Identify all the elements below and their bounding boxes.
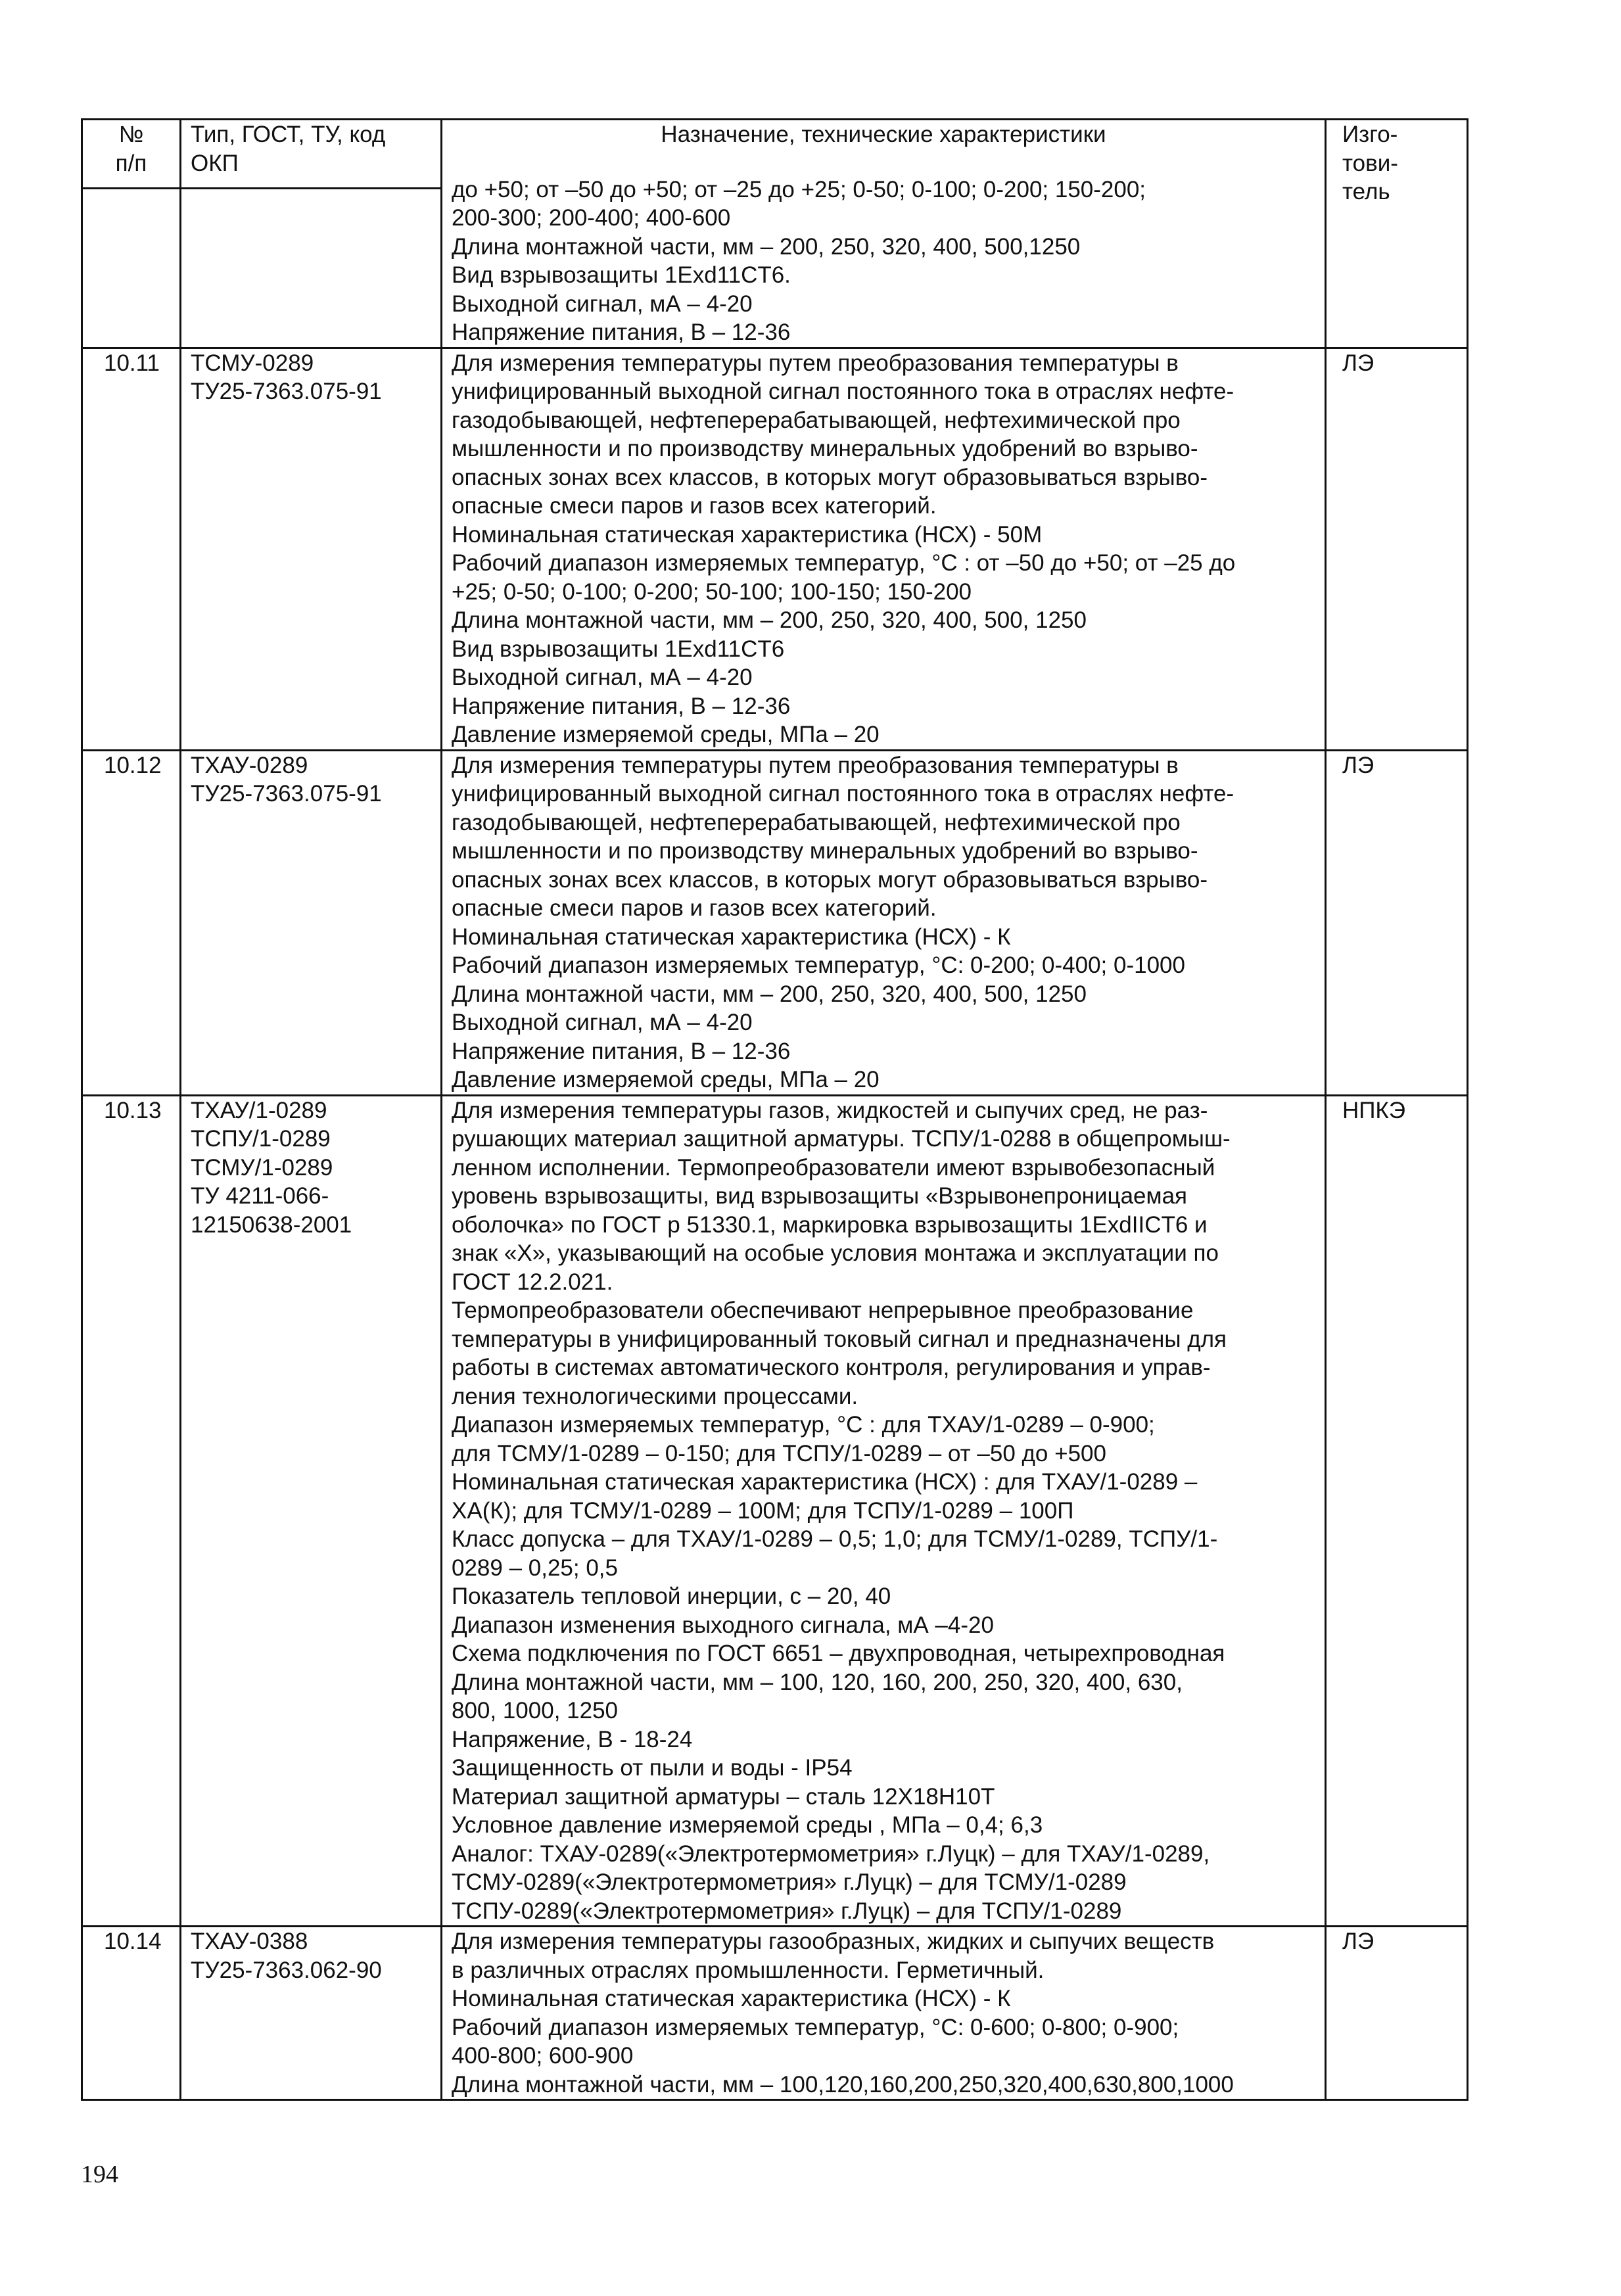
continuation-number [82, 188, 181, 348]
header-manufacturer-line: Изго- [1342, 122, 1398, 147]
row-description-line: ления технологическими процессами. [452, 1383, 858, 1409]
row-description-line: +25; 0-50; 0-100; 0-200; 50-100; 100-150; 150-200 [452, 578, 972, 605]
header-description [442, 120, 1326, 348]
row-type-line: ТХАУ-0289 [191, 752, 308, 778]
row-description-line: ТСМУ-0289(«Электротермометрия» г.Луцк) – для ТСМУ/1-0289 [452, 1869, 1127, 1895]
row-description-line: Материал защитной арматуры – сталь 12Х18Н10Т [452, 1783, 995, 1810]
row-description-line: для ТСМУ/1-0289 – 0-150; для ТСПУ/1-0289 – от –50 до +500 [452, 1440, 1106, 1466]
row-description-line: температуры в унифицированный токовый сигнал и предназначены для [452, 1326, 1227, 1352]
row-description-line: Длина монтажной части, мм – 200, 250, 320, 400, 500, 1250 [452, 981, 1087, 1007]
table-row [82, 1095, 1468, 1927]
row-description-line: Рабочий диапазон измеряемых температур, °С : от –50 до +50; от –25 до [452, 550, 1236, 576]
row-description-line: мышленности и по производству минеральных удобрений во взрыво- [452, 838, 1198, 864]
row-description-line: унифицированный выходной сигнал постоянного тока в отраслях нефте- [452, 379, 1234, 404]
row-description-line: Условное давление измеряемой среды , МПа – 0,4; 6,3 [452, 1812, 1043, 1838]
header-number-line: № [118, 122, 144, 147]
header-type-line: ОКП [191, 150, 239, 176]
row-description-line: знак «Х», указывающий на особые условия монтажа и эксплуатации по [452, 1240, 1219, 1266]
row-description-line: Класс допуска – для ТХАУ/1-0289 – 0,5; 1,0; для ТСМУ/1-0289, ТСПУ/1- [452, 1526, 1218, 1552]
row-description-line: Диапазон изменения выходного сигнала, мА –4-20 [452, 1612, 994, 1638]
header-number-line: п/п [115, 150, 147, 176]
row-description-line: оболочка» по ГОСТ р 51330.1, маркировка взрывозащиты 1ExdIICT6 и [452, 1211, 1208, 1238]
row-description [442, 348, 1326, 750]
row-description [442, 1095, 1326, 1927]
row-description-line: Длина монтажной части, мм – 200, 250, 320, 400, 500, 1250 [452, 607, 1087, 633]
row-description [442, 750, 1326, 1095]
row-number: 10.11 [82, 348, 181, 750]
row-type-line: ТХАУ/1-0289 [191, 1097, 327, 1123]
row-description-line: рушающих материал защитной арматуры. ТСПУ/1-0288 в общепромыш- [452, 1126, 1231, 1152]
row-description-line: Диапазон измеряемых температур, °С : для ТХАУ/1-0289 – 0-900; [452, 1412, 1155, 1438]
row-description-line: в различных отраслях промышленности. Герметичный. [452, 1957, 1045, 1983]
row-description-line: Номинальная статическая характеристика (НСХ) - К [452, 1986, 1011, 2011]
row-manufacturer: ЛЭ [1326, 750, 1468, 1095]
row-description-line: ТСПУ-0289(«Электротермометрия» г.Луцк) – для ТСПУ/1-0289 [452, 1898, 1122, 1924]
continuation-line: Напряжение питания, В – 12-36 [452, 319, 791, 345]
table-row [82, 1927, 1468, 2100]
row-description-line: опасных зонах всех классов, в которых могут образовываться взрыво- [452, 866, 1208, 893]
spec-table-page [81, 118, 1405, 2101]
row-description-line: опасные смеси паров и газов всех категорий. [452, 493, 937, 519]
row-type-line: ТУ25-7363.075-91 [191, 379, 382, 404]
row-description-line: Рабочий диапазон измеряемых температур, °С: 0-200; 0-400; 0-1000 [452, 952, 1185, 978]
row-type-line: 12150638-2001 [191, 1211, 352, 1238]
row-type [181, 348, 442, 750]
row-description-line: уровень взрывозащиты, вид взрывозащиты «Взрывонепроницаемая [452, 1183, 1187, 1209]
row-description-line: Напряжение питания, В – 12-36 [452, 693, 791, 719]
row-description-line: работы в системах автоматического контроля, регулирования и управ- [452, 1355, 1211, 1380]
row-manufacturer: НПКЭ [1326, 1095, 1468, 1927]
row-type-line: ТХАУ-0388 [191, 1929, 308, 1954]
row-description-line: опасные смеси паров и газов всех категорий. [452, 895, 937, 921]
row-description-line: Вид взрывозащиты 1Exd11CT6 [452, 636, 785, 662]
continuation-line: Вид взрывозащиты 1Exd11CT6. [452, 262, 791, 288]
row-description-line: мышленности и по производству минеральных удобрений во взрыво- [452, 436, 1198, 461]
header-number [82, 120, 181, 189]
row-description-line: Длина монтажной части, мм – 100,120,160,200,250,320,400,630,800,1000 [452, 2071, 1234, 2097]
header-type-line: Тип, ГОСТ, ТУ, код [191, 122, 386, 147]
row-description-line: Для измерения температуры путем преобразования температуры в [452, 350, 1179, 376]
continuation-line: Выходной сигнал, мА – 4-20 [452, 291, 753, 317]
row-type-line: ТСПУ/1-0289 [191, 1126, 331, 1152]
row-description-line: 0289 – 0,25; 0,5 [452, 1555, 618, 1581]
row-description-line: газодобывающей, нефтеперерабатывающей, нефтехимической про [452, 809, 1181, 835]
row-description-line: Термопреобразователи обеспечивают непрерывное преобразование [452, 1298, 1194, 1323]
header-manufacturer-line: тель [1342, 179, 1390, 204]
row-type-line: ТУ25-7363.075-91 [191, 781, 382, 807]
row-description-line: 800, 1000, 1250 [452, 1698, 619, 1723]
row-type [181, 1927, 442, 2100]
row-description-line: опасных зонах всех классов, в которых могут образовываться взрыво- [452, 464, 1208, 490]
row-manufacturer: ЛЭ [1326, 348, 1468, 750]
header-type [181, 120, 442, 189]
page-number: 194 [81, 2161, 118, 2188]
spec-table [81, 118, 1468, 2101]
row-description-line: 400-800; 600-900 [452, 2043, 634, 2069]
header-description-label: Назначение, технические характеристики [661, 122, 1106, 147]
row-description-line: Длина монтажной части, мм – 100, 120, 160, 200, 250, 320, 400, 630, [452, 1669, 1183, 1695]
table-body [82, 348, 1468, 2100]
row-description-line: унифицированный выходной сигнал постоянного тока в отраслях нефте- [452, 781, 1234, 807]
row-manufacturer: ЛЭ [1326, 1927, 1468, 2100]
row-description-line: газодобывающей, нефтеперерабатывающей, нефтехимической про [452, 407, 1181, 433]
row-description-line: ГОСТ 12.2.021. [452, 1269, 613, 1295]
row-type [181, 750, 442, 1095]
row-description-line: Напряжение питания, В – 12-36 [452, 1038, 791, 1064]
row-number: 10.14 [82, 1927, 181, 2100]
row-type-line: ТСМУ/1-0289 [191, 1154, 333, 1181]
continuation-type [181, 188, 442, 348]
row-description-line: Аналог: ТХАУ-0289(«Электротермометрия» г.Луцк) – для ТХАУ/1-0289, [452, 1840, 1210, 1867]
row-description [442, 1927, 1326, 2100]
row-type-line: ТУ25-7363.062-90 [191, 1957, 382, 1983]
table-header [82, 120, 1468, 189]
row-description-line: Для измерения температуры газообразных, жидких и сыпучих веществ [452, 1929, 1215, 1954]
row-type [181, 1095, 442, 1927]
header-manufacturer-line: тови- [1342, 150, 1398, 176]
continuation-text [442, 149, 1325, 347]
row-description-line: Показатель тепловой инерции, с – 20, 40 [452, 1583, 891, 1609]
row-type-line: ТСМУ-0289 [191, 350, 314, 376]
row-type-line: ТУ 4211-066- [191, 1183, 329, 1209]
continuation-line: 200-300; 200-400; 400-600 [452, 205, 731, 231]
row-description-line: Выходной сигнал, мА – 4-20 [452, 1010, 753, 1035]
row-description-line: Защищенность от пыли и воды - IP54 [452, 1755, 853, 1781]
row-description-line: ленном исполнении. Термопреобразователи имеют взрывобезопасный [452, 1154, 1215, 1181]
row-description-line: Рабочий диапазон измеряемых температур, °С: 0-600; 0-800; 0-900; [452, 2014, 1179, 2040]
table-row [82, 750, 1468, 1095]
row-description-line: Номинальная статическая характеристика (НСХ) : для ТХАУ/1-0289 – [452, 1469, 1198, 1495]
continuation-line: Длина монтажной части, мм – 200, 250, 320, 400, 500,1250 [452, 233, 1081, 260]
row-description-line: Выходной сигнал, мА – 4-20 [452, 665, 753, 690]
continuation-line: до +50; от –50 до +50; от –25 до +25; 0-50; 0-100; 0-200; 150-200; [452, 176, 1146, 202]
row-description-line: Для измерения температуры путем преобразования температуры в [452, 752, 1179, 778]
row-number: 10.12 [82, 750, 181, 1095]
row-description-line: Напряжение, В - 18-24 [452, 1726, 693, 1752]
row-number: 10.13 [82, 1095, 181, 1927]
table-row [82, 348, 1468, 750]
row-description-line: Номинальная статическая характеристика (НСХ) - К [452, 924, 1011, 950]
row-description-line: Схема подключения по ГОСТ 6651 – двухпроводная, четырехпроводная [452, 1641, 1225, 1666]
row-description-line: Для измерения температуры газов, жидкостей и сыпучих сред, не раз- [452, 1097, 1208, 1123]
row-description-line: Давление измеряемой среды, МПа – 20 [452, 1067, 880, 1092]
header-manufacturer [1326, 120, 1468, 348]
row-description-line: ХА(К); для ТСМУ/1-0289 – 100М; для ТСПУ/1-0289 – 100П [452, 1497, 1074, 1524]
row-description-line: Давление измеряемой среды, МПа – 20 [452, 722, 880, 747]
row-description-line: Номинальная статическая характеристика (НСХ) - 50М [452, 521, 1043, 548]
